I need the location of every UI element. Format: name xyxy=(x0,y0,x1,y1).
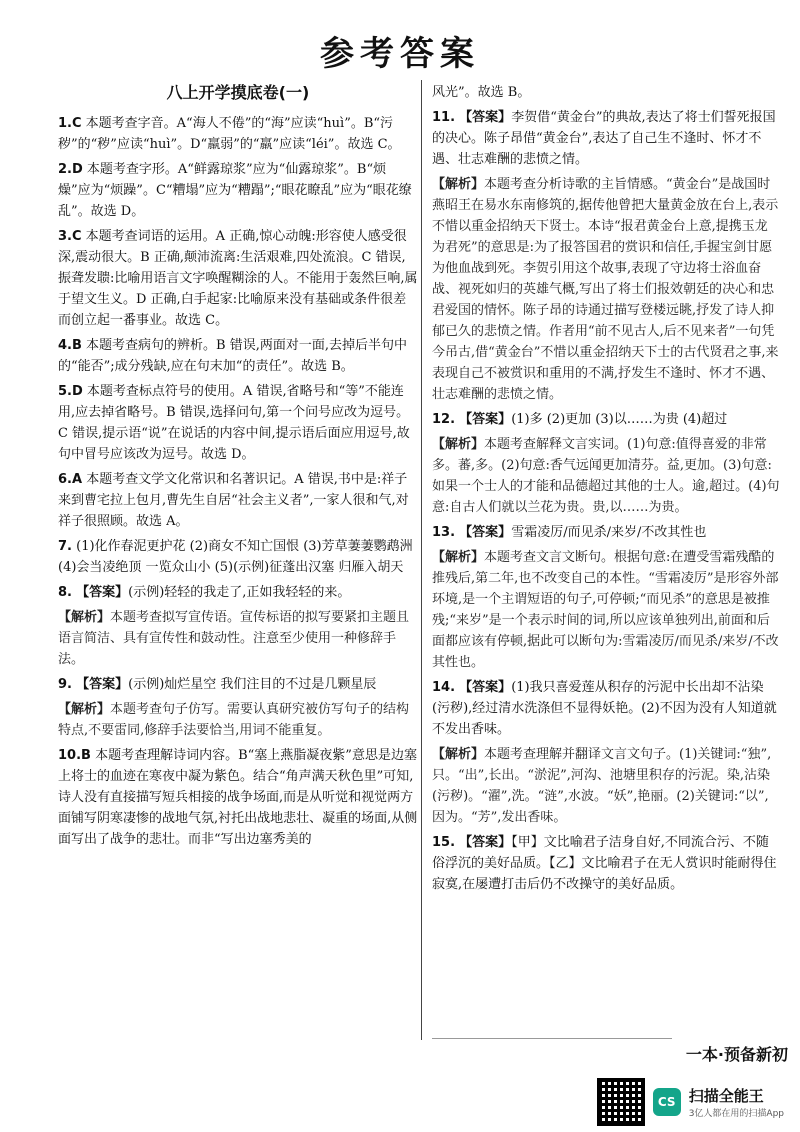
answer-item xyxy=(58,674,418,695)
analysis-tag: 【解析】 xyxy=(432,747,485,762)
answer-item xyxy=(432,107,780,170)
analysis-text: 本题考查拟写宣传语。宣传标语的拟写要紧扣主题且语言简洁、具有宣传性和鼓动性。注意至少使用一种修辞手法。 xyxy=(58,610,410,667)
answer-item xyxy=(58,745,418,850)
question-number: 3.C xyxy=(58,229,82,244)
answer-text: 本题考查理解诗词内容。B“塞上燕脂凝夜紫”意思是边塞上将士的血迹在寒夜中凝为紫色。结合“角声满天秋色里”可知,诗人没有直接描写短兵相接的战争场面,而是从听觉和视觉两方面铺写阴寒凄惨的战地气氛,衬托出战地悲壮、凝重的场面,从侧面写出了战争的悲壮。而非“写出边塞秀美的 xyxy=(58,748,418,847)
analysis-block xyxy=(432,744,780,828)
answer-item xyxy=(58,381,418,465)
right-column xyxy=(432,82,780,899)
answer-tag: 【答案】 xyxy=(459,525,512,540)
left-column xyxy=(58,82,418,854)
answer-item xyxy=(432,677,780,740)
answer-text: (1)化作春泥更护花 (2)商女不知亡国恨 (3)芳草萋萋鹦鹉洲 (4)会当凌绝顶 一览众山小 (5)(示例)征蓬出汉塞 归雁入胡天 xyxy=(58,539,413,575)
analysis-tag: 【解析】 xyxy=(58,702,111,717)
qr-code-icon xyxy=(597,1078,645,1126)
analysis-tag: 【解析】 xyxy=(58,610,111,625)
answer-text: 本题考查文学文化常识和名著识记。A 错误,书中是:祥子来到曹宅拉上包月,曹先生自居“社会主义者”,一家人很和气,对祥子很照顾。故选 A。 xyxy=(58,472,409,529)
analysis-block xyxy=(58,607,418,670)
answer-item xyxy=(58,469,418,532)
answer-tag: 【答案】 xyxy=(459,835,512,850)
question-number: 11. xyxy=(432,110,456,125)
analysis-tag: 【解析】 xyxy=(432,550,485,565)
question-number: 15. xyxy=(432,835,456,850)
scanner-tagline: 3亿人都在用的扫描App xyxy=(688,1109,784,1119)
answer-list-right xyxy=(432,82,780,895)
answer-text: 李贺借“黄金台”的典故,表达了将士们誓死报国的决心。陈子昂借“黄金台”,表达了自己生不逢时、怀才不遇、壮志难酬的悲愤之情。 xyxy=(432,110,776,167)
answer-text: 本题考查字音。A“海人不倦”的“海”应读“huì”。B“污秽”的“秽”应读“huì”。D“羸弱”的“羸”应读“léi”。故选 C。 xyxy=(58,116,401,152)
footer-rule xyxy=(432,1038,672,1039)
analysis-text: 本题考查句子仿写。需要认真研究被仿写句子的结构特点,不要雷同,修辞手法要恰当,用词不能重复。 xyxy=(58,702,410,738)
question-number: 7. xyxy=(58,539,72,554)
scanner-name: 扫描全能王 xyxy=(688,1087,764,1105)
question-number: 4.B xyxy=(58,338,82,353)
analysis-block xyxy=(432,547,780,673)
analysis-block xyxy=(432,174,780,405)
answer-text: 【甲】文比喻君子洁身自好,不同流合污、不随俗浮沉的美好品质。【乙】文比喻君子在无人赏识时能耐得住寂寞,在屡遭打击后仍不改操守的美好品质。 xyxy=(432,835,777,892)
answer-text: 本题考查标点符号的使用。A 错误,省略号和“等”不能连用,应去掉省略号。B 错误,选择问句,第一个问号应改为逗号。C 错误,提示语“说”在说话的内容中间,提示语后面应用逗号,故句中冒号应该改为逗号。故选 D。 xyxy=(58,384,410,462)
analysis-block xyxy=(58,699,418,741)
answer-item xyxy=(432,82,780,103)
column-divider xyxy=(421,80,422,1040)
analysis-block xyxy=(432,434,780,518)
answer-text: 本题考查字形。A“鲜露琼浆”应为“仙露琼浆”。B“烦燥”应为“烦躁”。C“糟塌”应为“糟蹋”;“眼花瞭乱”应为“眼花缭乱”。故选 D。 xyxy=(58,162,412,219)
answer-item xyxy=(432,832,780,895)
answer-tag: 【答案】 xyxy=(76,585,129,600)
answer-item xyxy=(58,582,418,603)
question-number: 10.B xyxy=(58,748,91,763)
answer-item xyxy=(432,409,780,430)
answer-item xyxy=(58,159,418,222)
answer-item xyxy=(432,522,780,543)
camscanner-logo-icon: CS xyxy=(653,1088,681,1116)
analysis-tag: 【解析】 xyxy=(432,177,485,192)
answer-tag: 【答案】 xyxy=(459,110,512,125)
question-number: 13. xyxy=(432,525,456,540)
answer-text: 本题考查词语的运用。A 正确,惊心动魄:形容使人感受很深,震动很大。B 正确,颠沛流离:生活艰难,四处流浪。C 错误,振聋发聩:比喻用语言文字唤醒糊涂的人。不能用于轰然巨响,属于望文生义。D 正确,白手起家:比喻原来没有基础或条件很差而创立起一番事业。故选 C。 xyxy=(58,229,418,328)
analysis-text: 本题考查理解并翻译文言文句子。(1)关键词:“独”,只。“出”,长出。“淤泥”,河沟、池塘里积存的污泥。染,沾染(污秽)。“濯”,洗。“涟”,水波。“妖”,艳丽。(2)关键词:“以”,因为。“芳”,发出香味。 xyxy=(432,747,772,825)
answer-text: (示例)灿烂星空 我们注目的不过是几颗星辰 xyxy=(128,677,377,692)
answer-list-left xyxy=(58,113,418,850)
question-number: 5.D xyxy=(58,384,83,399)
answer-tag: 【答案】 xyxy=(76,677,129,692)
question-number: 12. xyxy=(432,412,456,427)
analysis-text: 本题考查分析诗歌的主旨情感。“黄金台”是战国时燕昭王在易水东南修筑的,据传他曾把大量黄金放在台上,表示不惜以重金招纳天下贤士。本诗“报君黄金台上意,提携玉龙为君死”的意思是:为了报答国君的赏识和信任,手握宝剑甘愿为他血战到死。李贺引用这个故事,表现了守边将士浴血奋战、视死如归的英雄气概,写出了将士们报效朝廷的决心和忠君爱国的情怀。陈子昂的诗通过描写登楼远眺,抒发了诗人抑郁已久的悲愤之情。作者用“前不见古人,后不见来者”一句凭今吊古,借“黄金台”不惜以重金招纳天下士的古代贤君之事,来表现自己不被赏识和重用的不满,抒发生不逢时、怀才不遇、壮志难酬的悲愤之情。 xyxy=(432,177,779,402)
answer-text: 雪霜凌厉/而见杀/来岁/不改其性也 xyxy=(511,525,707,540)
page-title: 参考答案 xyxy=(320,34,480,74)
section-title: 八上开学摸底卷(一) xyxy=(166,83,310,102)
scanner-watermark xyxy=(597,1078,784,1126)
answer-tag: 【答案】 xyxy=(459,680,512,695)
answer-text: 本题考查病句的辨析。B 错误,两面对一面,去掉后半句中的“能否”;成分残缺,应在句末加“的责任”。故选 B。 xyxy=(58,338,407,374)
question-number: 14. xyxy=(432,680,456,695)
answer-item xyxy=(58,335,418,377)
question-number: 6.A xyxy=(58,472,83,487)
answer-text: 风光”。故选 B。 xyxy=(432,85,531,100)
question-number: 2.D xyxy=(58,162,83,177)
footer-brand: 一本·预备新初 xyxy=(685,1045,788,1064)
analysis-tag: 【解析】 xyxy=(432,437,485,452)
answer-tag: 【答案】 xyxy=(459,412,512,427)
answer-text: (1)多 (2)更加 (3)以……为贵 (4)超过 xyxy=(511,412,728,427)
analysis-text: 本题考查解释文言实词。(1)句意:值得喜爱的非常多。蕃,多。(2)句意:香气远闻更加清芬。益,更加。(3)句意:如果一个士人的才能和品德超过其他的士人。逾,超过。(4)句意:自古人们就以兰花为贵。贵,以……为贵。 xyxy=(432,437,780,515)
answer-item xyxy=(58,536,418,578)
answer-item xyxy=(58,226,418,331)
analysis-text: 本题考查文言文断句。根据句意:在遭受雪霜残酷的推残后,第二年,也不改变自己的本性。“雪霜凌厉”是形容外部环境,是一个主谓短语的句子,可停顿;“而见杀”的意思是被推残;“来岁”是一个表示时间的词,所以应该单独列出,前面和后面都应该有停顿,据此可以断句为:雪霜凌厉/而见杀/来岁/不改其性也。 xyxy=(432,550,779,670)
answer-text: (示例)轻轻的我走了,正如我轻轻的来。 xyxy=(128,585,351,600)
question-number: 8. xyxy=(58,585,72,600)
question-number: 9. xyxy=(58,677,72,692)
answer-item xyxy=(58,113,418,155)
question-number: 1.C xyxy=(58,116,82,131)
answer-text: (1)我只喜爱莲从积存的污泥中长出却不沾染(污秽),经过清水洗涤但不显得妖艳。(2)不因为没有人知道就不发出香味。 xyxy=(432,680,777,737)
